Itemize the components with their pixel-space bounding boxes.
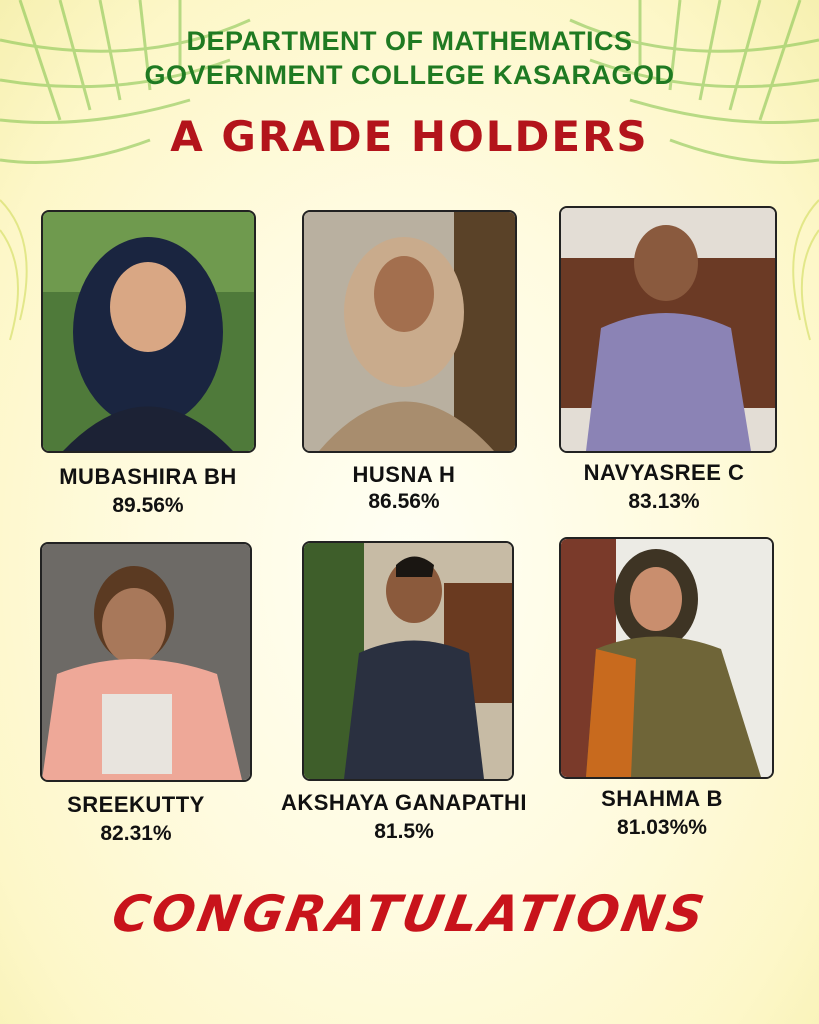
header (0, 24, 819, 92)
student-name: AKSHAYA GANAPATHI (280, 790, 528, 815)
student-name: MUBASHIRA BH (59, 464, 237, 489)
department-name: DEPARTMENT OF MATHEMATICS (186, 26, 633, 56)
student-photo (302, 541, 514, 781)
college-name: GOVERNMENT COLLEGE KASARAGOD (144, 60, 675, 90)
student-photo (559, 206, 777, 453)
student-percentage: 86.56% (368, 490, 440, 513)
student-photo (40, 542, 252, 782)
student-photo (559, 537, 774, 779)
student-name: HUSNA H (352, 462, 456, 487)
student-percentage: 83.13% (628, 490, 700, 513)
student-percentage: 81.5% (374, 820, 434, 843)
student-name: NAVYASREE C (583, 460, 745, 485)
student-name: SREEKUTTY (67, 792, 205, 817)
student-name: SHAHMA B (601, 786, 723, 811)
student-photo (302, 210, 517, 453)
student-percentage: 89.56% (112, 494, 184, 517)
student-percentage: 82.31% (100, 822, 172, 845)
student-percentage: 81.03%% (617, 816, 707, 839)
student-photo (41, 210, 256, 453)
poster-title: A GRADE HOLDERS (170, 112, 649, 161)
congratulations-banner: CONGRATULATIONS (107, 885, 712, 943)
